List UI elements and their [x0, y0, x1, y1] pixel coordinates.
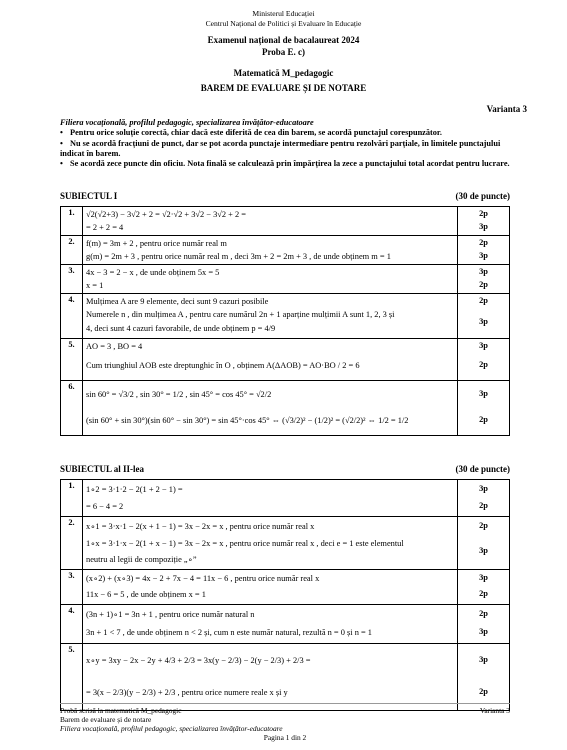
filiera-line: Filiera vocațională, profilul pedagogic, specializarea învățător-educatoare: [60, 118, 314, 127]
exam-title: Examenul național de bacalaureat 2024: [207, 35, 360, 45]
item-number: 2.: [61, 236, 83, 265]
page-footer: [60, 703, 510, 742]
table-row: [61, 605, 510, 644]
table-row: [61, 517, 510, 570]
proba-label: Proba E. c): [261, 47, 306, 57]
section-title-2: SUBIECTUL al II-lea (30 de puncte): [60, 464, 510, 474]
table-row: [61, 644, 510, 711]
item-solution: 1∘2 = 3·1·2 − 2(1 + 2 − 1) = = 6 − 4 = 2: [83, 480, 458, 517]
subiect1-table: [60, 206, 510, 436]
item-solution: x∘1 = 3·x·1 − 2(x + 1 − 1) = 3x − 2x = x , pentru orice număr real x 1∘x = 3·1·x − 2(1 + x − 1) = 3x − 2x = x , pentru orice număr real x , deci e = 1 este elementul neutru al legii de compoziție „∘”: [83, 517, 458, 570]
item-solution: AO = 3 , BO = 4 Cum triunghiul AOB este dreptunghic în O , obținem A(ΔAOB) = AO·BO / 2 = 6: [83, 339, 458, 381]
page-number: Pagina 1 din 2: [263, 733, 307, 743]
item-number: 5.: [61, 339, 83, 381]
table-row: [61, 207, 510, 236]
item-number: 1.: [61, 480, 83, 517]
item-number: 2.: [61, 517, 83, 570]
table-row: [61, 265, 510, 294]
item-points: 2p 3p: [458, 294, 510, 339]
footer-line-1: Probă scrisă la matematică M_pedagogic: [60, 706, 182, 715]
item-points: 3p 2p: [458, 644, 510, 711]
item-number: 3.: [61, 265, 83, 294]
item-solution: (x∘2) + (x∘3) = 4x − 2 + 7x − 4 = 11x − 6 , pentru orice număr real x 11x − 6 = 5 , de unde obținem x = 1: [83, 570, 458, 605]
section-points-1: (30 de puncte): [455, 191, 510, 201]
item-number: 3.: [61, 570, 83, 605]
grading-instructions: [60, 118, 510, 170]
item-points: 3p 2p: [458, 381, 510, 436]
item-solution: √2(√2+3) − 3√2 + 2 = √2·√2 + 3√2 − 3√2 + 2 = = 2 + 2 = 4: [83, 207, 458, 236]
item-number: 4.: [61, 605, 83, 644]
item-points: 3p 2p: [458, 339, 510, 381]
item-solution: (3n + 1)∘1 = 3n + 1 , pentru orice număr natural n 3n + 1 < 7 , de unde obținem n < 2 și, cum n este număr natural, rezultă n = 0 și n = 1: [83, 605, 458, 644]
item-number: 6.: [61, 381, 83, 436]
table-row: [61, 570, 510, 605]
barem-title: BAREM DE EVALUARE ȘI DE NOTARE: [200, 83, 367, 93]
footer-varianta: Varianta 3: [479, 706, 510, 715]
subject-title: Matematică M_pedagogic: [233, 68, 334, 78]
item-points: 3p 2p: [458, 265, 510, 294]
table-row: [61, 294, 510, 339]
item-points: 3p 2p: [458, 480, 510, 517]
section-title-1: SUBIECTUL I (30 de puncte): [60, 191, 510, 201]
item-number: 1.: [61, 207, 83, 236]
section-points-2: (30 de puncte): [455, 464, 510, 474]
item-number: 4.: [61, 294, 83, 339]
grading-rules: [60, 128, 510, 169]
item-points: 2p 3p: [458, 605, 510, 644]
center-name: Centrul Național de Politici și Evaluare în Educație: [205, 19, 362, 28]
item-solution: x∘y = 3xy − 2x − 2y + 4/3 + 2/3 = 3x(y − 2/3) − 2(y − 2/3) + 2/3 = = 3(x − 2/3)(y − 2/3) + 2/3 , pentru orice numere reale x și y: [83, 644, 458, 711]
item-solution: 4x − 3 = 2 − x , de unde obținem 5x = 5 x = 1: [83, 265, 458, 294]
item-points: 2p 3p: [458, 517, 510, 570]
rule-item: • Pentru orice soluție corectă, chiar dacă este diferită de cea din barem, se acordă punctajul corespunzător.: [60, 128, 442, 138]
item-solution: sin 60° = √3/2 , sin 30° = 1/2 , sin 45° = cos 45° = √2/2 (sin 60° + sin 30°)(sin 60° − sin 30°) = sin 45°·cos 45° ⇔ (√3/2)² − (1/2)² = (√2/2)² ⇔ 1/2 = 1/2: [83, 381, 458, 436]
item-points: 3p 2p: [458, 570, 510, 605]
table-row: [61, 480, 510, 517]
rule-item: • Se acordă zece puncte din oficiu. Nota finală se calculează prin împărțirea la zece a punctajului total acordat pentru lucrare.: [60, 159, 510, 169]
rule-item: • Nu se acordă fracțiuni de punct, dar se pot acorda punctaje intermediare pentru rezolvări parțiale, în limitele punctajului indicat în barem.: [60, 138, 501, 159]
item-solution: Mulțimea A are 9 elemente, deci sunt 9 cazuri posibile Numerele n , din mulțimea A , pentru care numărul 2n + 1 aparține mulțimii A sunt 1, 2, 3 și 4, deci sunt 4 cazuri favorabile, de unde obținem p = 4/9: [83, 294, 458, 339]
table-row: [61, 236, 510, 265]
varianta-label: Varianta 3: [486, 104, 527, 114]
item-solution: f(m) = 3m + 2 , pentru orice număr real m g(m) = 2m + 3 , pentru orice număr real m , deci 3m + 2 = 2m + 3 , de unde obținem m = 1: [83, 236, 458, 265]
footer-line-3: Filiera vocațională, profilul pedagogic, specializarea învățător-educatoare: [60, 724, 283, 734]
footer-line-2: Barem de evaluare și de notare: [60, 715, 152, 725]
ministry-name: Ministerul Educației: [252, 9, 315, 18]
item-points: 2p 3p: [458, 236, 510, 265]
table-row: [61, 339, 510, 381]
subiect2-table: [60, 479, 510, 711]
table-row: [61, 381, 510, 436]
item-points: 2p 3p: [458, 207, 510, 236]
item-number: 5.: [61, 644, 83, 711]
